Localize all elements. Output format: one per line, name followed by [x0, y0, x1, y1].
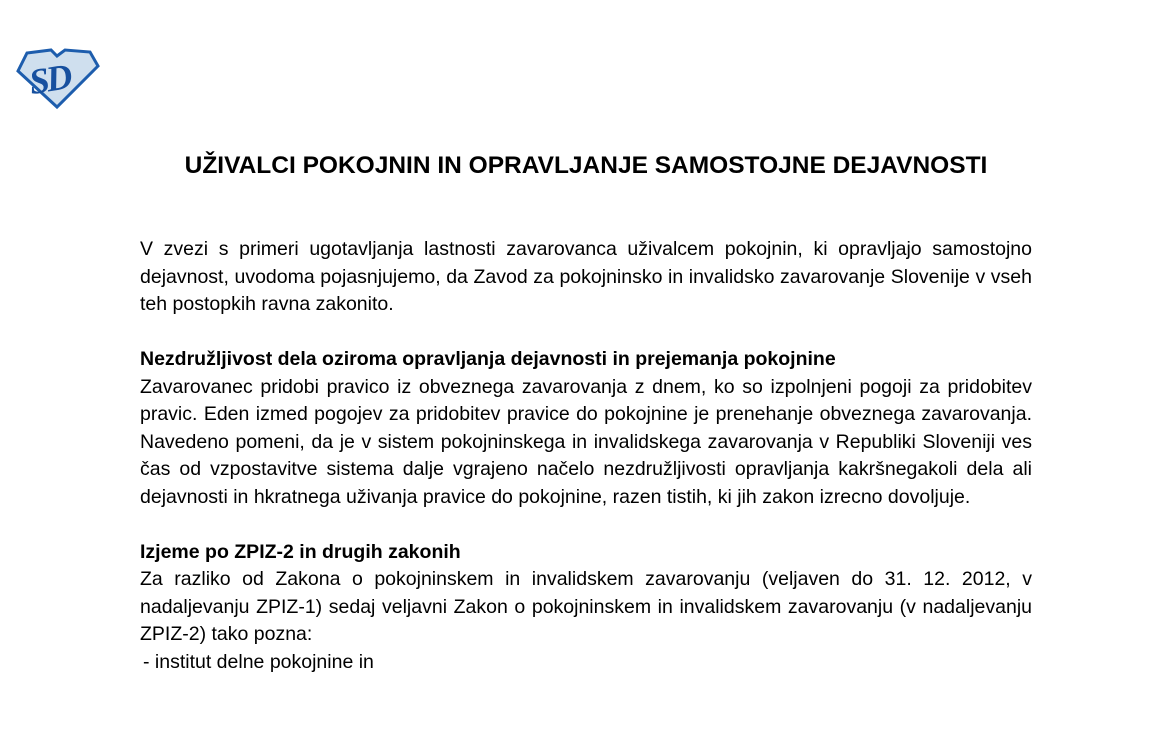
section-heading-nezdruzljivost: Nezdružljivost dela oziroma opravljanja dejavnosti in prejemanja pokojnine	[140, 348, 836, 370]
company-logo	[15, 47, 100, 110]
paragraph-nezdruzljivost: Zavarovanec pridobi pravico iz obveznega zavarovanja z dnem, ko so izpolnjeni pogoji za pridobitev pravic. Eden izmed pogojev za pridobitev pravice do pokojnine je prenehanje obveznega zavarovanja. Navedeno pomeni, da je v sistem pokojninskega in invalidskega zavarovanja v Republiki Sloveniji ves čas od vzpostavitve sistema dalje vgrajeno načelo nezdružljivosti opravljanja kakršnegakoli dela ali dejavnosti in hkratnega uživanja pravice do pokojnine, razen tistih, ki jih zakon izrecno dovoljuje.	[140, 375, 1032, 508]
logo-shield-icon	[15, 47, 100, 110]
logo-letters: SD	[26, 56, 73, 103]
paragraph-izjeme: Za razliko od Zakona o pokojninskem in invalidskem zavarovanju (veljaven do 31. 12. 2012, v nadaljevanju ZPIZ-1) sedaj veljavni Zakon o pokojninskem in invalidskem zavarovanju (v nadaljevanju ZPIZ-2) tako pozna:	[140, 568, 1032, 645]
section-heading-izjeme: Izjeme po ZPIZ-2 in drugih zakonih	[140, 540, 461, 563]
document-title: UŽIVALCI POKOJNIN IN OPRAVLJANJE SAMOSTOJNE DEJAVNOSTI	[184, 152, 988, 179]
list-item-delna-pokojnina: - institut delne pokojnine in	[143, 650, 374, 673]
document-page	[140, 0, 1032, 676]
paragraph-intro: V zvezi s primeri ugotavljanja lastnosti zavarovanca uživalcem pokojnin, ki opravljajo samostojno dejavnost, uvodoma pojasnjujemo, da Zavod za pokojninsko in invalidsko zavarovanje Slovenije v vseh teh postopkih ravna zakonito.	[140, 238, 1032, 315]
